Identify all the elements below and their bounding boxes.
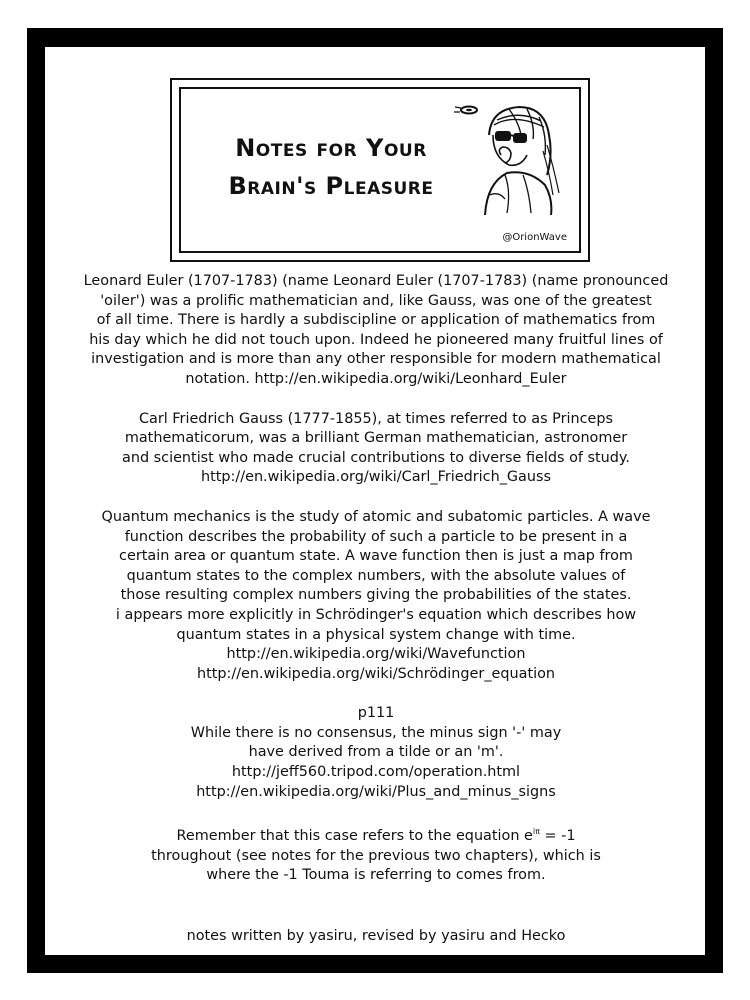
text-line: certain area or quantum state. A wave function then is just a map from (119, 548, 633, 565)
text-line: 'oiler') was a prolific mathematician and, like Gauss, was one of the greatest (100, 292, 652, 309)
equation-prefix: Remember that this case refers to the equation e (176, 828, 533, 845)
page-reference: p111 (357, 705, 395, 722)
text-line: Leonard Euler (1707-1783) (name Leonard Euler (1707-1783) (name pronounced (83, 273, 669, 289)
title-line-1: Notes for Your (235, 134, 427, 162)
text-line: function describes the probability of such a particle to be present in a (124, 528, 628, 545)
title-line-2: Brain's Pleasure (228, 172, 434, 200)
text-line: quantum states to the complex numbers, with the absolute values of (126, 567, 626, 584)
paragraph-gauss (50, 410, 702, 488)
text-line: mathematicorum, was a brilliant German mathematician, astronomer (124, 430, 628, 447)
text-line: quantum states in a physical system change with time. (176, 626, 576, 643)
character-sketch-icon (449, 95, 569, 215)
text-line: where the -1 Touma is referring to comes from. (206, 867, 546, 884)
header-inner-border (179, 87, 581, 253)
artist-credit: @OrionWave (502, 232, 567, 243)
text-line: have derived from a tilde or an 'm'. (248, 744, 504, 761)
text-line: http://en.wikipedia.org/wiki/Wavefunction (226, 646, 526, 663)
text-line: i appears more explicitly in Schrödinger's equation which describes how (115, 606, 637, 623)
text-line: of all time. There is hardly a subdiscipline or application of mathematics from (96, 312, 656, 329)
text-line: throughout (see notes for the previous two chapters), which is (151, 847, 601, 864)
text-line: Quantum mechanics is the study of atomic and subatomic particles. A wave (101, 508, 651, 525)
notes-body (50, 272, 702, 906)
text-line: http://en.wikipedia.org/wiki/Carl_Friedrich_Gauss (201, 469, 551, 486)
text-line: his day which he did not touch upon. Indeed he pioneered many fruitful lines of (89, 331, 663, 348)
text-line: http://en.wikipedia.org/wiki/Schrödinger_equation (196, 665, 556, 682)
paragraph-minus-sign (50, 704, 702, 802)
text-line: While there is no consensus, the minus sign '-' may (190, 724, 562, 741)
text-line: Carl Friedrich Gauss (1777-1855), at times referred to as Princeps (138, 410, 614, 427)
equation-exponent: iπ (532, 827, 540, 837)
text-line: investigation and is more than any other responsible for modern mathematical (91, 351, 661, 368)
text-line: http://jeff560.tripod.com/operation.html (231, 764, 521, 781)
text-line: http://en.wikipedia.org/wiki/Plus_and_minus_signs (196, 783, 556, 800)
equation-suffix: = -1 (539, 828, 576, 845)
paragraph-remember (50, 822, 702, 886)
page-title (211, 129, 451, 205)
footer-credits: notes written by yasiru, revised by yasiru and Hecko (186, 928, 566, 944)
equation-line (50, 822, 702, 846)
paragraph-quantum (50, 508, 702, 684)
text-line: those resulting complex numbers giving the probabilities of the states. (120, 587, 632, 604)
header-box (170, 78, 590, 262)
paragraph-euler (50, 272, 702, 390)
text-line: and scientist who made crucial contributions to diverse fields of study. (122, 449, 630, 466)
text-line: notation. http://en.wikipedia.org/wiki/Leonhard_Euler (185, 370, 567, 387)
